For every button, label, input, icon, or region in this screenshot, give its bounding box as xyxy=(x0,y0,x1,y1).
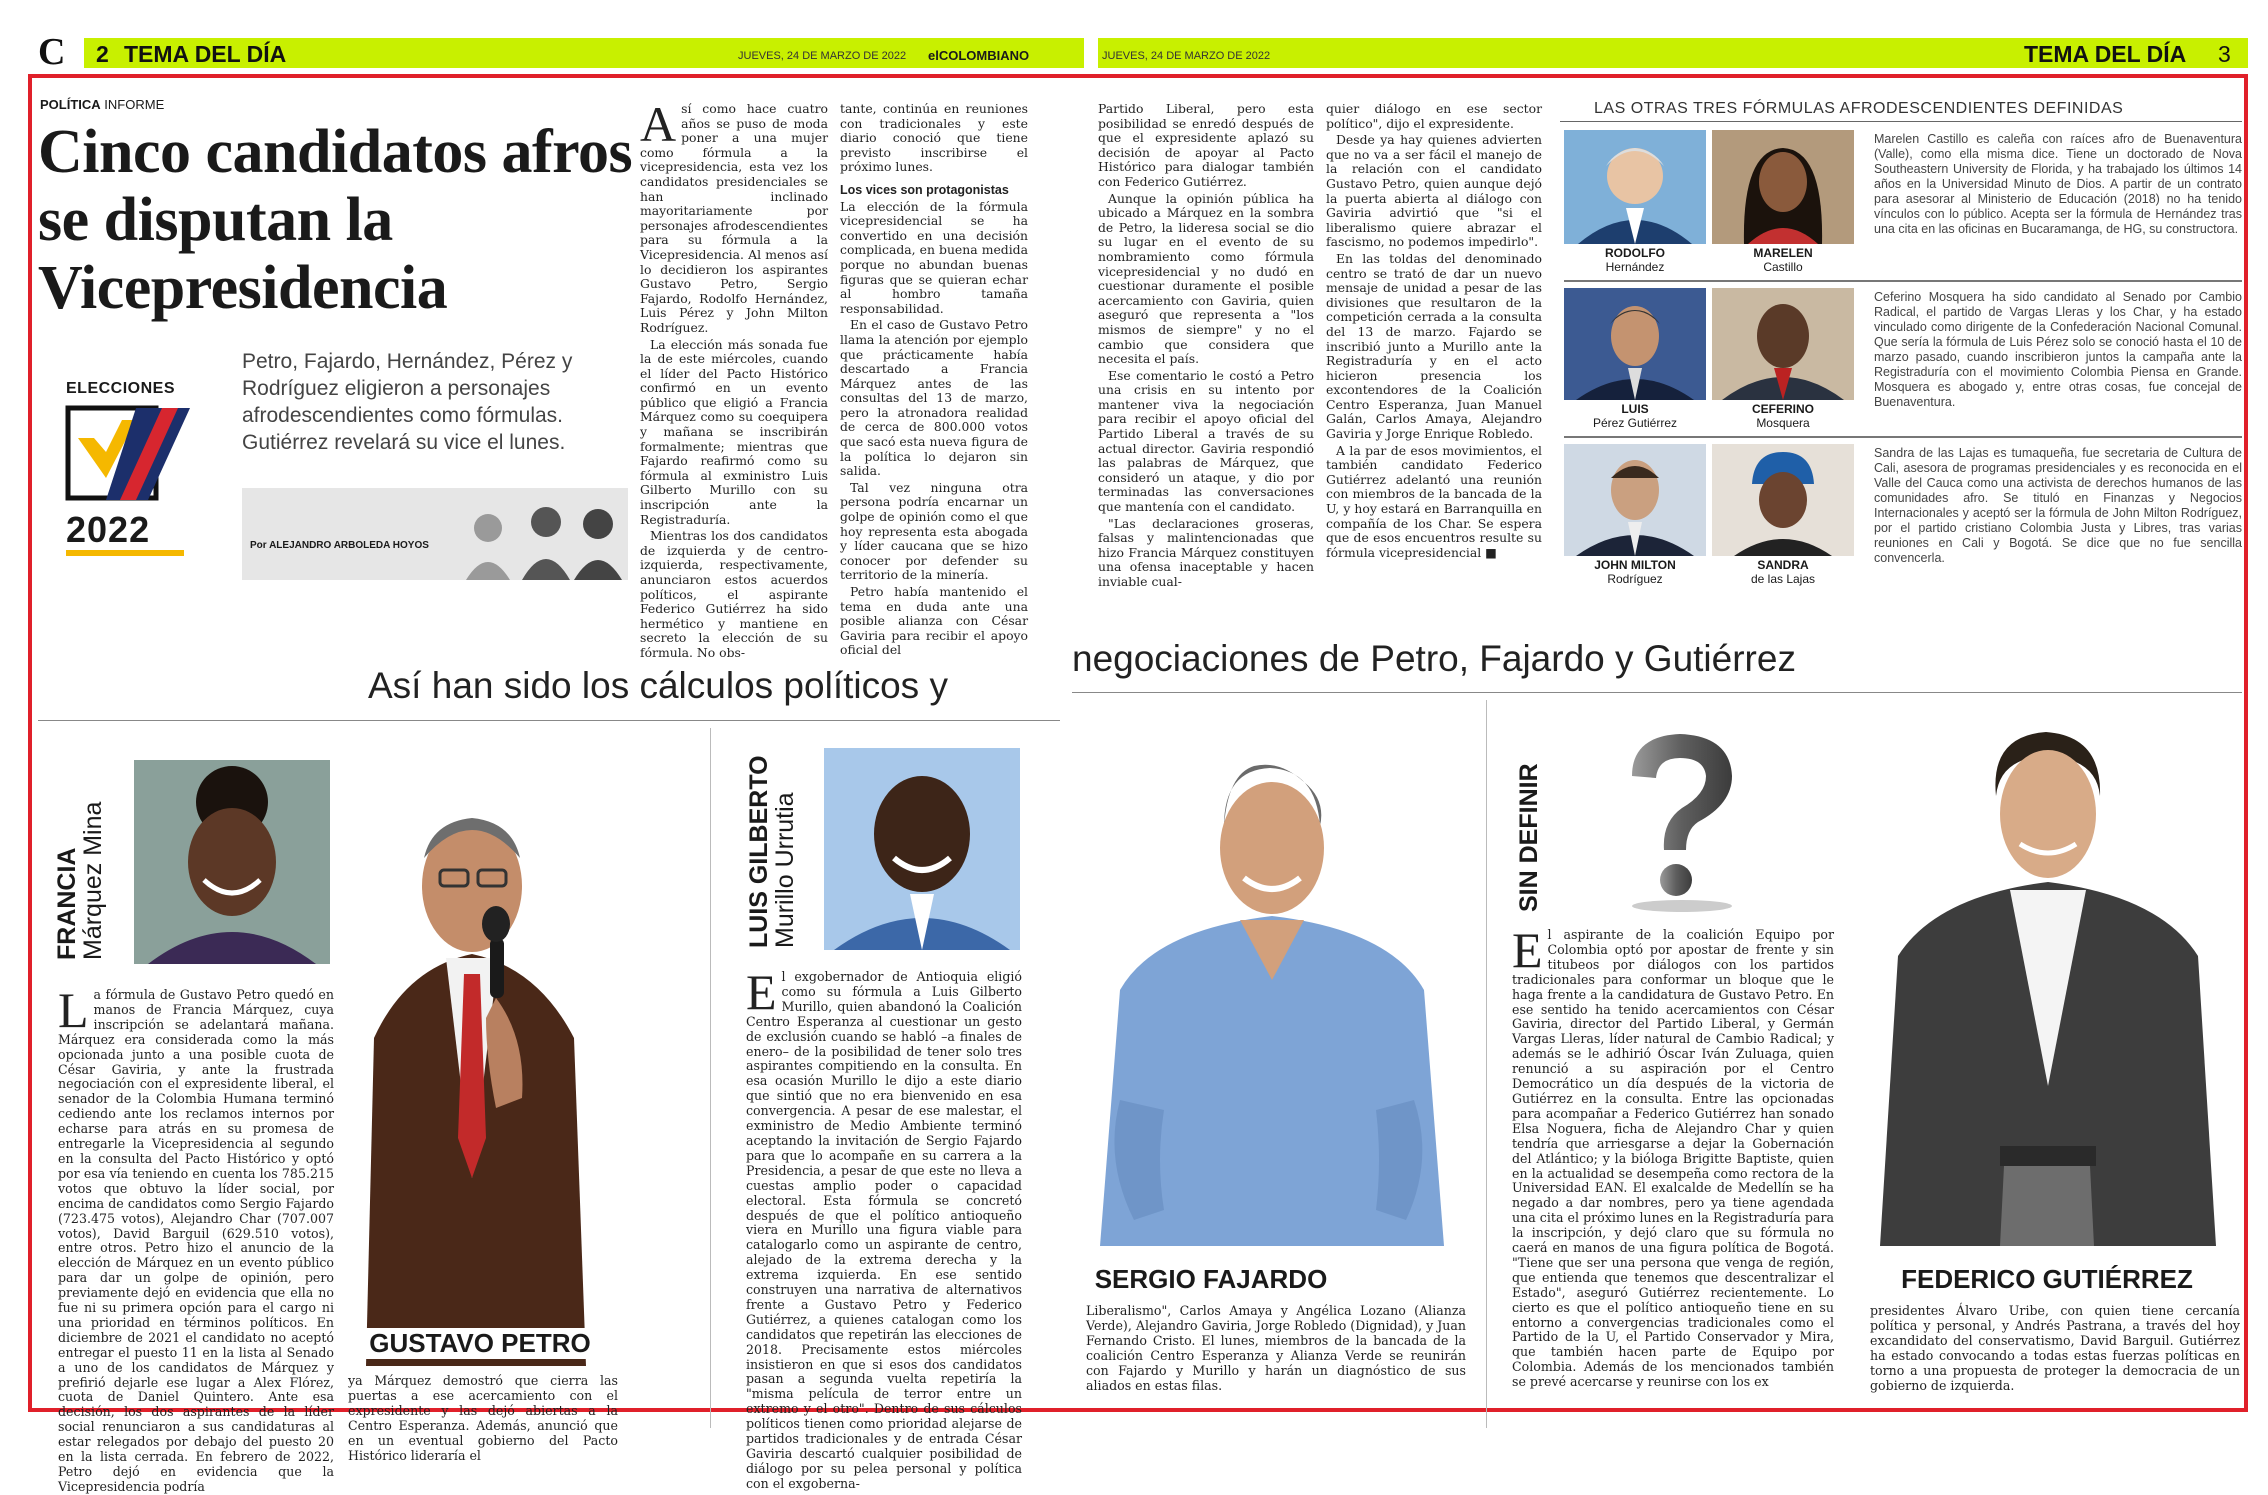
photo-francia xyxy=(134,760,330,964)
formula-a-name: RODOLFO Hernández xyxy=(1605,246,1665,274)
photo-gustavo-petro xyxy=(346,778,606,1366)
logo-c: C xyxy=(38,31,66,73)
paragraph: l exgobernador de Antioquia eligió como su fórmula a Luis Gilberto Murillo, quien abandonó la Coalición Centro Esperanza al cuestionar un gesto de exclusión cuando se habló –a finales de enero– de la posibilidad de tener solo tres aspirantes compitiendo en la consulta. En esa ocasión Murillo le dijo a este diario que sintió que no era bienvenido en esa convergencia. A pesar de ese malestar, el exministro de Medio Ambiente terminó aceptando la invitación de Sergio Fajardo para que lo acompañe en su carrera a la Presidencia, a pesar de que este no lleva a cuestas amplio poder o capacidad electoral. Esta fórmula se concretó después de que el político antioqueño viera en Murillo una figura viable para catalogarlo como un aspirante de centro, alejado de la extrema derecha y la extrema izquierda. En ese sentido construyen una narrativa de alternativos frente a Gustavo Petro y Federico Gutiérrez, a quienes catalogan como los candidatos que repetirán las elecciones de 2018. Precisamente estos miércoles insistieron en que si esos dos candidatos pasan a segunda vuelta repetiría la "misma película de terror entre un extremo y el otro". Dentro de sus cálculos políticos tienen como prioridad alejarse de partidos tradicionales y de entrada César Gaviria descartó cualquier posibilidad de diálogo por su pelea personal y política con el exgoberna- xyxy=(746,969,1022,1491)
paragraph: Aunque la opinión pública ha ubicado a Márquez en la sombra de Petro, la lideresa social se dio su lugar en el evento de su nombramiento como fórmula vicepresidencial y no dudó en cuestionar duramente el posible acercamiento con Gaviria, quien aseguró que representa a "los mismos de siempre" y no el cambio que considera que necesita el país. xyxy=(1098,190,1314,367)
formulas-title: LAS OTRAS TRES FÓRMULAS AFRODESCENDIENTES DEFINIDAS xyxy=(1594,100,2124,117)
page-number-left: 2 xyxy=(96,41,109,67)
paragraph: En las toldas del denominado centro se trató de dar un nuevo mensaje de unidad a pesar de las divisiones que resultaron de la competición cerrada a la consulta del 13 de marzo. Fajardo se inscribió junto a Murillo ante la Registraduría y en el acto hicieron presencia los excontendores de la Coalición Centro Esperanza, Juan Manuel Galán, Carlos Amaya, Alejandro Gaviria y Jorge Enrique Robledo. xyxy=(1326,250,1542,442)
gutierrez-text xyxy=(1512,922,1834,1390)
formula-b-name: MARELEN Castillo xyxy=(1753,246,1813,274)
formula-b-name: SANDRA de las Lajas xyxy=(1750,558,1816,586)
headline: Cinco candidatos afros se disputan la Vicepresidencia xyxy=(38,118,633,322)
paragraph: La elección más sonada fue la de este miércoles, cuando el líder del Pacto Histórico confirmó en un evento público que eligió a Francia Márquez como su coequipera y mañana se inscribirán formalmente; mientras que Fajardo reafirmó como su fórmula al exministro Luis Gilberto Murillo con su inscripción ante la Registraduría. xyxy=(640,336,828,527)
paragraph: Tal vez ninguna otra persona podría encarnar un golpe de opinión como el que hoy representa esta abogada y líder caucana que se hizo conocer por defender su territorio de la minería. xyxy=(840,479,1028,583)
drop-cap: L xyxy=(58,982,89,1038)
article-col-3 xyxy=(1098,102,1314,590)
drop-cap: E xyxy=(746,964,777,1020)
photo-luis-gilberto-murillo xyxy=(824,748,1020,950)
photo-john-milton xyxy=(1564,444,1706,556)
vp-last-name: Márquez Mina xyxy=(79,801,107,960)
paragraph: En el caso de Gustavo Petro llama la atención por ejemplo que prácticamente había descartado a Francia Márquez antes de las consultas del 13 de marzo, pero la atronadora realidad de cerca de 800.000 votos que sacó esta nueva figura de la política lo dejaron sin salida. xyxy=(840,317,1028,479)
candidate-name: FEDERICO GUTIÉRREZ xyxy=(1901,1264,2193,1294)
section-label-right: TEMA DEL DÍA xyxy=(2024,41,2187,67)
page-number-right: 3 xyxy=(2218,41,2231,67)
deck: Petro, Fajardo, Hernández, Pérez y Rodríguez eligieron a personajes afrodescendientes como fórmulas. Gutiérrez revelará su vice el lunes. xyxy=(242,350,573,454)
section-rule-left xyxy=(38,720,1060,721)
kicker-section: POLÍTICA xyxy=(40,97,101,112)
formulas-rule xyxy=(1560,121,2242,122)
fajardo-text-2: Liberalismo", Carlos Amaya y Angélica Lozano (Alianza Verde), Alejandro Gaviria, Jorge Robledo (Dignidad), y Juan Fernando Cristo. El lunes, miembros de la bancada de la coalición Centro Esperanza y Alianza Verde se reunirán con Fajardo y Murillo y harán un diagnóstico de sus aliados en estas filas. xyxy=(1086,1303,1466,1393)
fajardo-text xyxy=(746,964,1022,1491)
elections-logo-top: ELECCIONES xyxy=(66,380,176,397)
paragraph: A la par de esos movimientos, el también candidato Federico Gutiérrez adelantó una reunión con miembros de la bancada de la U, y hoy estará en Barranquilla en compañía de los Char. Se espera que de esos encuentros resulte su fórmula vicepresidencial ■ xyxy=(1326,442,1542,560)
paragraph: tante, continúa en reuniones con tradicionales y este diario conoció que tiene previsto inscribirse el próximo lunes. xyxy=(840,101,1028,175)
vp-undefined-title xyxy=(1516,763,1542,912)
formula-bio: Ceferino Mosquera ha sido candidato al Senado por Cambio Radical, el partido de Vargas Lleras y los Char, y ha estado vinculado como dirigente de la Confederación Nacional Comunal. Que sería la fórmula de Luis Pérez solo se conoció hasta el 10 de marzo pasado, cuando inscribieron juntos la campaña ante la Registraduría con el movimiento Colombia Piensa en Grande. Mosquera es abogado y, entre otras cosas, fue concejal de Buenaventura. xyxy=(1874,290,2242,409)
section-rule-right xyxy=(1072,692,2242,693)
byline-box xyxy=(242,488,628,580)
section-title-right: negociaciones de Petro, Fajardo y Gutiérrez xyxy=(1072,638,1796,679)
photo-ceferino xyxy=(1712,288,1854,400)
paper-name: elCOLOMBIANO xyxy=(928,48,1030,63)
photo-rodolfo xyxy=(1564,130,1706,244)
gutierrez-text-2: presidentes Álvaro Uribe, con quien tiene cercanía política y personal, y Andrés Pastrana, a través del hoy excandidato del conservatismo, David Barguil. Gutiérrez ha estado convocando a todas estas fuerzas políticas en torno a una propuesta de proteger la democracia de un gobierno de izquierda. xyxy=(1870,1303,2240,1393)
paragraph: quier diálogo en ese sector político", dijo el expresidente. xyxy=(1326,101,1542,131)
paragraph: "Las declaraciones groseras, falsas y malintencionadas que hizo Francia Márquez constituyen una ofensa inaceptable y hacen inviable cual- xyxy=(1098,515,1314,589)
formula-a-name: LUIS Pérez Gutiérrez xyxy=(1592,402,1678,430)
article-col-1 xyxy=(640,96,828,660)
drop-cap: E xyxy=(1512,922,1543,978)
date-right: JUEVES, 24 DE MARZO DE 2022 xyxy=(1102,50,1271,62)
elections-logo-year: 2022 xyxy=(66,510,184,556)
vp-first-name: FRANCIA xyxy=(53,847,81,960)
formula-bio: Marelen Castillo es caleña con raíces afro de Buenaventura (Valle), como ella misma dice. Tiene un doctorado de Nova Southeastern University de Florida, y ha trabajado los últimos 14 años en la Universidad Minuto de Dios. A partir de un contrato para asesorar al Ministerio de Educación (2018) no ha tenido vínculos con lo público. Acepta ser la fórmula de Hernández tras una cita en las oficinas en Bucaramanga, de HG, su constructora. xyxy=(1874,132,2242,236)
vp-first-name: LUIS GILBERTO xyxy=(745,755,773,948)
candidate-name: SERGIO FAJARDO xyxy=(1094,1264,1328,1294)
paragraph: l aspirante de la coalición Equipo por Colombia optó por apostar de frente y sin titubeos por diálogos con los partidos tradicionales para conformar un bloque que le haga frente a la candidatura de Gustavo Petro. En ese sentido ha tenido acercamientos con César Gaviria, director del Partido Liberal, y Germán Vargas Lleras, líder natural de Cambio Radical; y además se le adhirió Óscar Iván Zuluaga, quien renunció a su aspiración por el Centro Democrático un día después de la victoria de Gutiérrez en la consulta. Entre las opcionadas para acompañar a Federico Gutiérrez han sonado Elsa Noguera, ficha de Alejandro Char y quien tendría que arriesgarse a dejar la Gobernación del Atlántico; y la bióloga Brigitte Baptiste, quien en la actualidad se desempeña como rectora de la Universidad EAN. El exalcalde de Medellín se ha negado a dar nombres, pero ya tiene agendada una cita el próximo lunes en la Registraduría para la inscripción, y dejó claro que su fórmula no caerá en manos de una figura política de Bogotá. "Tiene que ser una persona que venga de región, que entienda que tenemos que descentralizar el Estado", aseguró Gutiérrez recientemente. Lo cierto es que el político antioqueño tiene en su entorno a convergencias tradicionales como el Partido de la U, el Partido Conservador y Mira, que también hacen parte de Equipo por Colombia. Además de los mencionados también se prevé acercarse y reunirse con los ex xyxy=(1512,927,1834,1390)
kicker xyxy=(40,97,164,112)
vp-murillo-title xyxy=(746,755,798,948)
vp-francia-title xyxy=(54,802,106,960)
byline: Por ALEJANDRO ARBOLEDA HOYOS xyxy=(250,540,429,551)
date-left: JUEVES, 24 DE MARZO DE 2022 xyxy=(738,50,907,62)
photo-sandra xyxy=(1712,444,1854,556)
subheading: Los vices son protagonistas xyxy=(840,182,1009,197)
section-title-left: Así han sido los cálculos políticos y xyxy=(368,665,948,706)
formula-b-name: CEFERINO Mosquera xyxy=(1751,402,1814,430)
photo-federico-gutierrez xyxy=(1850,706,2244,1246)
paragraph: Ese comentario le costó a Petro una crisis en su intento por mantener viva la negociación para recibir el apoyo oficial del Partido Liberal a través de su actual director. Gaviria respondió las palabras de Márquez, que consideró un ataque, y dio por terminadas las conversaciones que mantenía con el candidato. xyxy=(1098,367,1314,515)
article-col-2 xyxy=(840,101,1028,658)
elections-logo xyxy=(66,380,190,560)
candidate-name: GUSTAVO PETRO xyxy=(348,1328,612,1359)
article-col-4 xyxy=(1326,102,1542,590)
paragraph: Petro había mantenido el tema en duda ante una posible alianza con César Gaviria para recibir el apoyo oficial del xyxy=(840,584,1028,658)
column-divider xyxy=(710,728,711,1428)
kicker-type: INFORME xyxy=(104,97,165,112)
paragraph: sí como hace cuatro años se puso de moda poner a una mujer como fórmula a la vicepresidencia, esta vez los candidatos presidenciales se han inclinado mayoritariamente por personajes afrodescendientes para su fórmula a la Vicepresidencia. Al menos así lo decidieron los aspirantes Gustavo Petro, Sergio Fajardo, Rodolfo Hernández, Luis Pérez y John Milton Rodríguez. xyxy=(640,101,828,335)
petro-text xyxy=(58,982,334,1494)
formula-divider xyxy=(1564,280,2242,282)
vp-last-name: Murillo Urrutia xyxy=(771,792,799,948)
vp-first-name: SIN DEFINIR xyxy=(1515,763,1543,912)
paragraph: a fórmula de Gustavo Petro quedó en manos de Francia Márquez, cuya inscripción se adelantará mañana. Márquez era considerada como la más opcionada junto a una posible cuota de César Gaviria, y ante la frustrada negociación con el expresidente liberal, el senador de la Colombia Humana terminó cediendo ante los reclamos internos por echarse para atrás en su promesa de entregarle la Vicepresidencia al segundo en la consulta del Pacto Histórico y optó por esa vía teniendo en cuenta los 785.215 votos que obtuvo la líder social, por encima de candidatos como Sergio Fajardo (723.475 votos), Alejandro Char (707.007 votos), David Barguil (629.510 votos), entre otros. Petro hizo el anuncio de la elección de Márquez en un evento público para dar un golpe de opinión, pero previamente dejó en evidencia que ella no fue ni su primera opción para el cargo ni una prioridad en términos políticos. En diciembre de 2021 el candidato no aceptó entregar el puesto 11 en la lista al Senado a uno de los candidatos de Márquez y prefirió dejarle ese lugar a Alex Flórez, cuota de Daniel Quintero. Ante esa decisión, los dos aspirantes de la líder social renunciaron a sus candidaturas al estar relegados por debajo del puesto 20 en la lista cerrada. En febrero de 2022, Petro dejó en evidencia que la Vicepresidencia podría xyxy=(58,987,334,1494)
elections-check-icon xyxy=(66,400,190,510)
photo-sergio-fajardo xyxy=(1064,740,1474,1246)
formula-a-name: JOHN MILTON Rodríguez xyxy=(1594,558,1676,586)
paragraph: La elección de la fórmula vicepresidencial se ha convertido en una decisión complicada, en buena medida porque no abundan buenas figuras que se quieran echar al hombro tamaña responsabilidad. xyxy=(840,198,1028,316)
paragraph: Partido Liberal, pero esta posibilidad se enredó después de que el expresidente aplazó su decisión de apoyar al Pacto Histórico para dialogar también con Federico Gutiérrez. xyxy=(1098,101,1314,189)
paragraph: Mientras los dos candidatos de izquierda y de centro-izquierda, respectivamente, anunciaron estos acuerdos políticos, el aspirante Federico Gutiérrez ha sido hermético y mantiene en secreto la elección de su fórmula. No obs- xyxy=(640,528,828,660)
column-divider xyxy=(1486,700,1487,1428)
formula-bio: Sandra de las Lajas es tumaqueña, fue secretaria de Cultura de Cali, asesora de programas presidenciales y es reconocida en el Valle del Cauca como una activista de derechos humanos de las comunidades afro. Se tituló en Finanzas y Negocios Internacionales y aceptó ser la fórmula de John Milton Rodríguez, por el partido cristiano Colombia Justa y Libres, tras varias reuniones en Cali y Bogotá. Se dice que no fue sencilla convencerla. xyxy=(1874,446,2242,565)
photo-marelen xyxy=(1712,130,1854,244)
formula-divider xyxy=(1564,436,2242,438)
question-mark-icon xyxy=(1562,718,1798,914)
drop-cap: A xyxy=(640,96,677,152)
section-label-left: TEMA DEL DÍA xyxy=(124,41,287,67)
paragraph: Desde ya hay quienes advierten que no va a ser fácil el manejo de la relación con el candidato Gustavo Petro, quien aunque dejó la puerta abierta al diálogo con Gaviria advirtió que "si el liberalismo quiere abrazar el fascismo, no podemos impedirlo". xyxy=(1326,132,1542,250)
author-photos xyxy=(458,488,628,580)
photo-luis-perez xyxy=(1564,288,1706,400)
petro-text-2: ya Márquez demostró que cierra las puertas a ese acercamiento con el expresidente y las dejó abiertas a la Centro Esperanza. Además, anunció que en un eventual gobierno del Pacto Histórico lideraría el xyxy=(348,1373,618,1463)
